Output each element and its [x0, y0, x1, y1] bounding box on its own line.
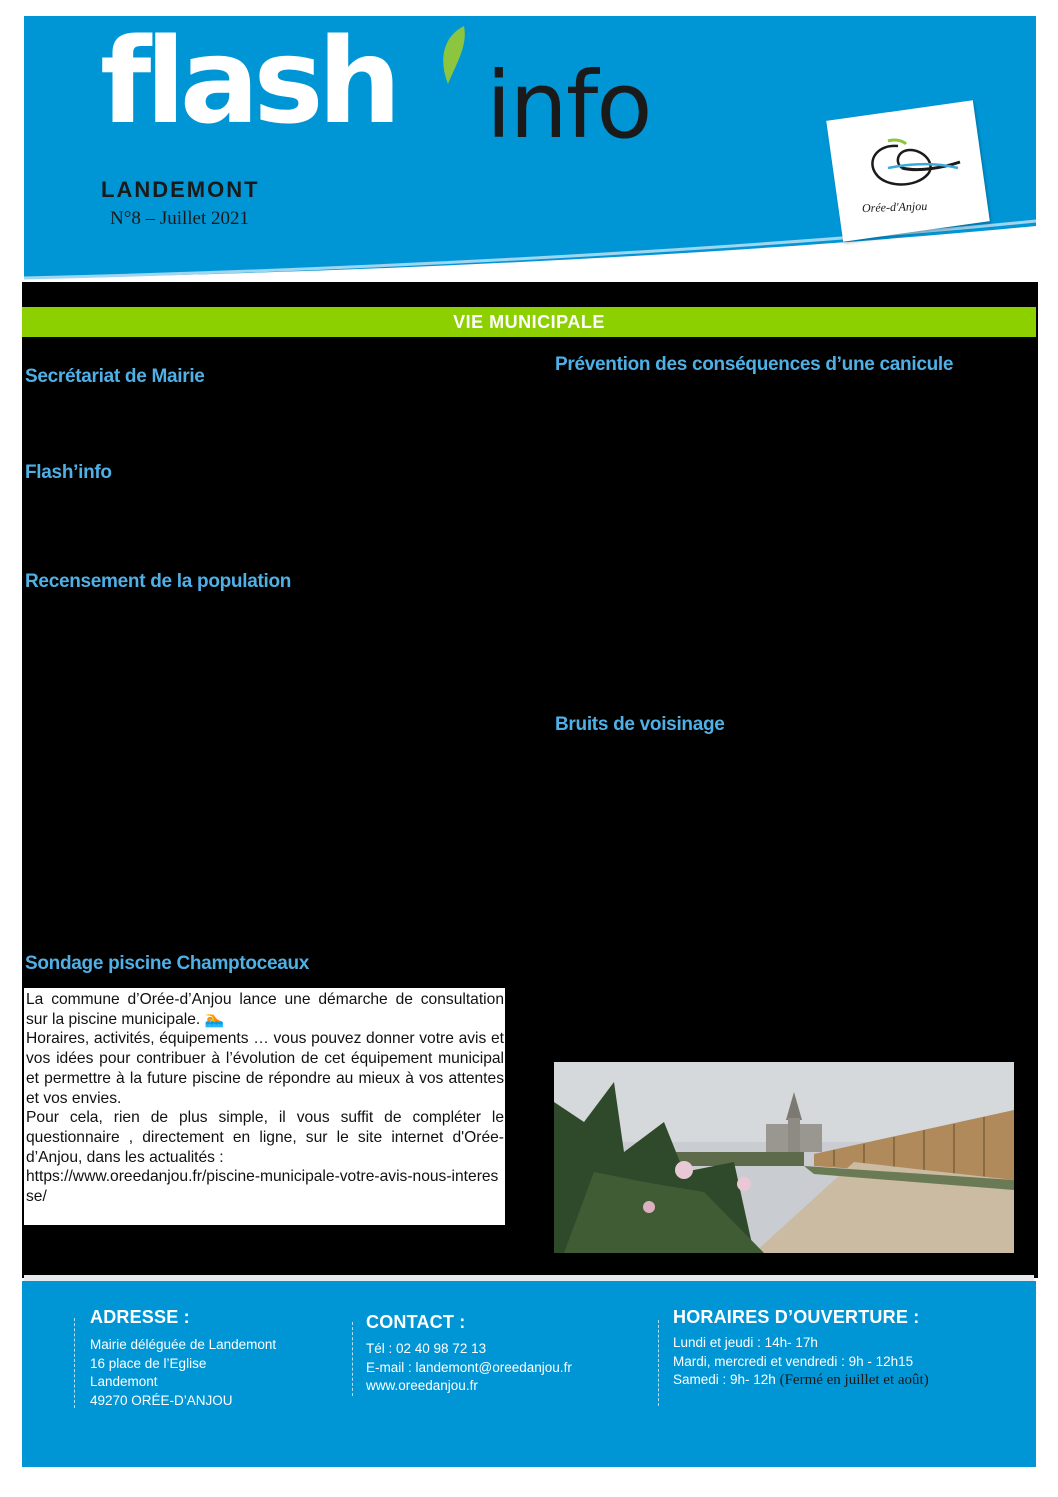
footer-address-line: 16 place de l’Eglise: [90, 1355, 207, 1371]
sondage-body: [26, 990, 504, 1207]
sondage-paragraph: Horaires, activités, équipements … vous pouvez donner votre avis et vos idées pour contribuer à l’évolution de cet équipement municipal et permettre à la future piscine de répondre au mieux à vos attentes et vos envies.: [26, 1030, 504, 1107]
brand-flash-word: flash: [100, 12, 396, 150]
footer-address-line: Landemont: [90, 1374, 158, 1389]
footer-phone: Tél : 02 40 98 72 13: [366, 1341, 487, 1356]
issue-number: N°8 – Juillet 2021: [110, 208, 250, 229]
footer-hours-line: Lundi et jeudi : 14h- 17h: [673, 1335, 818, 1350]
heading-flashinfo: Flash’info: [25, 462, 112, 483]
footer-hours-line: [673, 1371, 929, 1390]
footer-contact-title: CONTACT :: [366, 1312, 466, 1332]
heading-canicule: Prévention des conséquences d’une canicule: [555, 354, 954, 375]
leaf-icon: [434, 24, 470, 86]
heading-secretariat: Secrétariat de Mairie: [25, 366, 205, 387]
brand-info-word: info: [486, 52, 651, 159]
footer-contact-block: [366, 1340, 572, 1396]
village-photo: [554, 1062, 1014, 1253]
heading-recensement: Recensement de la population: [25, 571, 292, 592]
sondage-paragraph: Pour cela, rien de plus simple, il vous suffit de compléter le questionnaire , directement en ligne, sur le site internet d'Orée-d’Anjou, dans les actualités :: [26, 1109, 504, 1166]
footer-divider: [74, 1318, 75, 1408]
logo-text: Orée-d'Anjou: [861, 198, 928, 216]
sondage-link[interactable]: https://www.oreedanjou.fr/piscine-municipale-votre-avis-nous-interesse/: [26, 1168, 499, 1206]
footer-hours-note: (Fermé en juillet et août): [779, 1372, 929, 1388]
section-title: VIE MUNICIPALE: [22, 307, 1036, 337]
town-name: LANDEMONT: [101, 177, 260, 202]
footer-address-title: ADRESSE :: [90, 1307, 190, 1327]
oree-anjou-logo-icon: [858, 138, 968, 202]
footer-website[interactable]: www.oreedanjou.fr: [366, 1378, 478, 1393]
footer-hours-saturday: Samedi : 9h- 12h: [673, 1372, 776, 1387]
footer-hours-line: Mardi, mercredi et vendredi : 9h - 12h15: [673, 1353, 914, 1369]
sondage-paragraph: La commune d’Orée-d’Anjou lance une démarche de consultation sur la piscine municipale. 🏊: [26, 991, 504, 1028]
footer-address-line: 49270 ORÉE-D’ANJOU: [90, 1392, 233, 1408]
footer-divider: [352, 1322, 353, 1396]
heading-sondage: Sondage piscine Champtoceaux: [25, 953, 310, 974]
footer-address-block: [90, 1336, 276, 1410]
footer-hours-block: [673, 1334, 929, 1390]
footer-divider: [658, 1320, 659, 1406]
footer-address-line: Mairie déléguée de Landemont: [90, 1337, 277, 1352]
footer-email[interactable]: E-mail : landemont@oreedanjou.fr: [366, 1359, 572, 1375]
footer-hours-title: HORAIRES D’OUVERTURE :: [673, 1307, 920, 1327]
heading-bruits: Bruits de voisinage: [555, 714, 725, 735]
